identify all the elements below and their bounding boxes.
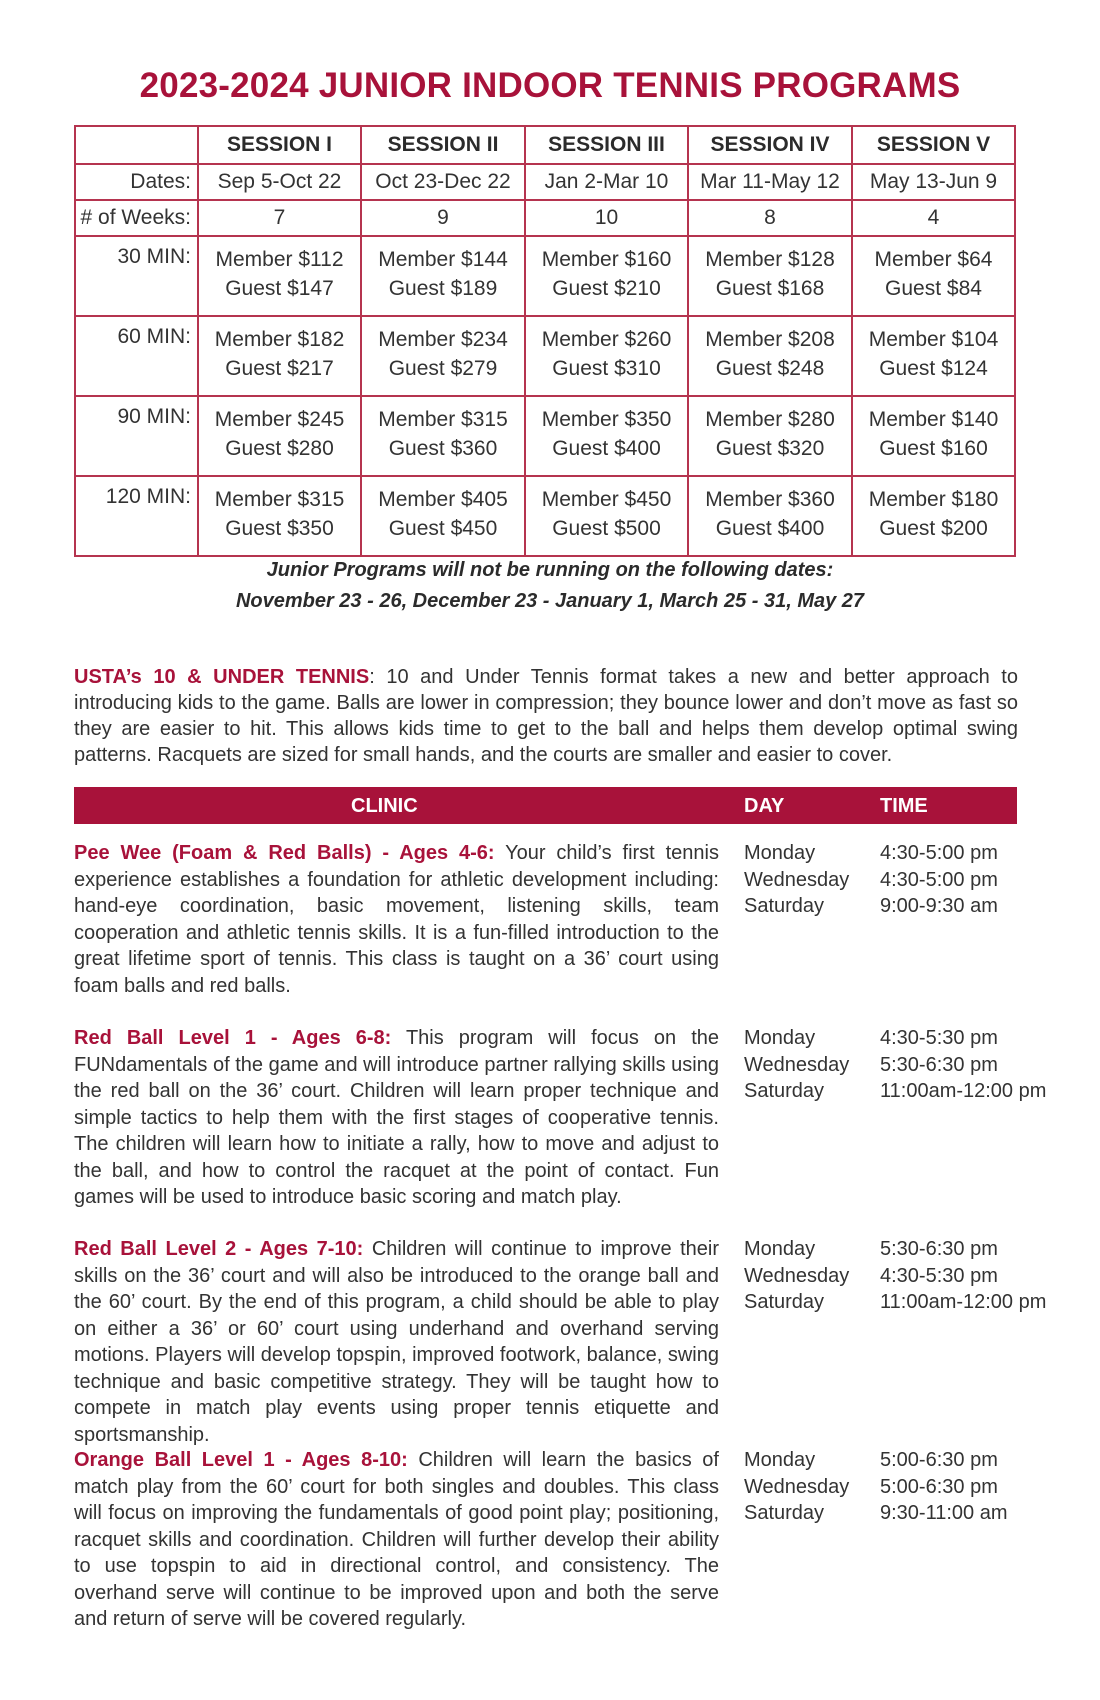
date-cell: Jan 2-Mar 10 — [525, 164, 688, 200]
clinic-days — [744, 1025, 849, 1105]
price-cell — [852, 236, 1015, 316]
price-cell — [361, 316, 525, 396]
closure-notice — [0, 555, 1100, 617]
sessions-table — [74, 125, 1016, 557]
member-price: Member $234 — [378, 328, 508, 351]
member-price: Member $360 — [705, 488, 835, 511]
member-price: Member $180 — [868, 488, 999, 511]
date-cell: Oct 23-Dec 22 — [361, 164, 525, 200]
clinic-time: 11:00am-12:00 pm — [880, 1080, 1047, 1102]
clinic-day: Monday — [744, 842, 816, 864]
guest-price: Guest $280 — [225, 437, 334, 460]
session-header: SESSION III — [525, 126, 688, 164]
clinic-times — [880, 840, 998, 920]
guest-price: Guest $189 — [388, 277, 498, 300]
guest-price: Guest $500 — [552, 517, 661, 540]
weeks-cell: 7 — [198, 200, 361, 236]
guest-price: Guest $400 — [715, 517, 825, 540]
clinic-day: Wednesday — [744, 1053, 850, 1076]
date-cell: Mar 11-May 12 — [688, 164, 852, 200]
clinic-day: Saturday — [744, 1502, 825, 1524]
clinic-days — [744, 1236, 849, 1316]
price-cell — [688, 316, 852, 396]
member-price: Member $128 — [705, 248, 835, 271]
price-cell — [525, 476, 688, 556]
member-price: Member $280 — [705, 408, 835, 431]
table-corner-cell — [75, 126, 198, 164]
price-cell — [852, 316, 1015, 396]
clinic-day: Wednesday — [744, 1264, 850, 1287]
clinic-day: Wednesday — [744, 868, 850, 891]
member-price: Member $350 — [541, 408, 672, 431]
clinic-description — [74, 840, 719, 999]
clinic-time: 4:30-5:00 pm — [880, 868, 998, 891]
clinic-days — [744, 840, 849, 920]
guest-price: Guest $160 — [879, 437, 988, 460]
clinic-table-header — [74, 787, 1017, 824]
member-price: Member $160 — [541, 248, 672, 271]
clinic-days — [744, 1447, 849, 1527]
guest-price: Guest $248 — [715, 357, 825, 380]
clinic-time: 5:00-6:30 pm — [880, 1449, 998, 1471]
clinic-description — [74, 1025, 719, 1211]
page-title: 2023-2024 JUNIOR INDOOR TENNIS PROGRAMS — [139, 66, 961, 105]
row-label: # of Weeks: — [75, 200, 198, 236]
session-header: SESSION V — [852, 126, 1015, 164]
member-price: Member $315 — [214, 488, 345, 511]
date-cell: May 13-Jun 9 — [852, 164, 1015, 200]
row-label: 60 MIN: — [75, 316, 198, 396]
price-cell — [361, 236, 525, 316]
price-cell — [852, 476, 1015, 556]
clinic-day: Saturday — [744, 1080, 825, 1102]
session-header: SESSION II — [361, 126, 525, 164]
table-header-row — [75, 126, 1015, 164]
member-price: Member $260 — [541, 328, 672, 351]
weeks-cell: 10 — [525, 200, 688, 236]
row-label: Dates: — [75, 164, 198, 200]
clinic-time: 4:30-5:30 pm — [880, 1027, 998, 1049]
weeks-cell: 4 — [852, 200, 1015, 236]
price-cell — [688, 476, 852, 556]
price-cell — [525, 396, 688, 476]
dates-row — [75, 164, 1015, 200]
price-cell — [361, 476, 525, 556]
guest-price: Guest $310 — [552, 357, 661, 380]
price-cell — [198, 316, 361, 396]
price-cell — [688, 236, 852, 316]
clinic-name: Pee Wee (Foam & Red Balls) - Ages 4-6: — [74, 842, 495, 864]
member-price: Member $450 — [541, 488, 672, 511]
member-price: Member $208 — [705, 328, 835, 351]
notice-line-2: November 23 - 26, December 23 - January 1, March 25 - 31, May 27 — [235, 590, 865, 612]
member-price: Member $140 — [868, 408, 999, 431]
weeks-row — [75, 200, 1015, 236]
guest-price: Guest $200 — [879, 517, 988, 540]
guest-price: Guest $84 — [885, 277, 982, 300]
member-price: Member $64 — [874, 248, 993, 271]
guest-price: Guest $400 — [552, 437, 661, 460]
row-label: 90 MIN: — [75, 396, 198, 476]
member-price: Member $112 — [215, 248, 344, 271]
member-price: Member $245 — [214, 408, 345, 431]
clinic-day: Monday — [744, 1027, 816, 1049]
clinic-time: 4:30-5:30 pm — [880, 1264, 998, 1287]
guest-price: Guest $124 — [879, 357, 988, 380]
clinic-name: Orange Ball Level 1 - Ages 8-10: — [74, 1449, 408, 1471]
clinic-day: Saturday — [744, 895, 825, 917]
clinic-time: 4:30-5:00 pm — [880, 842, 998, 864]
weeks-cell: 9 — [361, 200, 525, 236]
day-column-header: DAY — [744, 795, 785, 817]
clinic-time: 5:00-6:30 pm — [880, 1475, 998, 1498]
weeks-cell: 8 — [688, 200, 852, 236]
guest-price: Guest $147 — [225, 277, 334, 300]
clinic-name: Red Ball Level 2 - Ages 7-10: — [74, 1238, 364, 1260]
clinic-name: Red Ball Level 1 - Ages 6-8: — [74, 1027, 392, 1049]
price-cell — [688, 396, 852, 476]
clinic-text: Children will continue to improve their skills on the 36’ court and will also be introduced to the orange ball and the 60’ court. By the end of this program, a child should be able to play on either a 36’ or 60’ court using underhand and overhand serving motions. Players will develop topspin, improved footwork, balance, swing technique and basic competitive strategy. They will be taught how to compete in match play events using proper tennis etiquette and sportsmanship. — [74, 1238, 719, 1446]
clinic-times — [880, 1025, 1046, 1105]
guest-price: Guest $360 — [388, 437, 498, 460]
clinic-text: Children will learn the basics of match play from the 60’ court for both singles and doubles. This class will focus on improving the fundamentals of good point play; positioning, racquet skills and coordination. Children will further develop their ability to use topspin to aid in directional control, and consistency. The overhand serve will continue to be improved upon and both the serve and return of serve will be covered regularly. — [74, 1449, 719, 1630]
member-price: Member $104 — [868, 328, 999, 351]
price-cell — [361, 396, 525, 476]
clinic-times — [880, 1447, 1008, 1527]
date-cell: Sep 5-Oct 22 — [198, 164, 361, 200]
clinic-time: 5:30-6:30 pm — [880, 1053, 998, 1076]
session-header: SESSION IV — [688, 126, 852, 164]
clinic-time: 9:30-11:00 am — [880, 1502, 1008, 1524]
clinic-time: 5:30-6:30 pm — [880, 1238, 998, 1260]
member-price: Member $144 — [378, 248, 508, 271]
usta-label: USTA’s 10 & UNDER TENNIS — [74, 666, 370, 688]
clinic-day: Wednesday — [744, 1475, 850, 1498]
clinic-text: This program will focus on the FUNdamentals of the game and will introduce partner rallying skills using the red ball on the 36’ court. Children will learn proper technique and simple tactics to help them with the first stages of cooperative tennis. The children will learn how to initiate a rally, how to move and adjust to the ball, and how to control the racquet at the point of contact. Fun games will be used to introduce basic scoring and match play. — [74, 1027, 719, 1208]
member-price: Member $315 — [378, 408, 508, 431]
guest-price: Guest $320 — [715, 437, 825, 460]
price-cell — [525, 236, 688, 316]
guest-price: Guest $168 — [715, 277, 825, 300]
guest-price: Guest $217 — [225, 357, 334, 380]
guest-price: Guest $210 — [552, 277, 661, 300]
usta-text: : 10 and Under Tennis format takes a new and better approach to introducing kids to the game. Balls are lower in compression; they bounce lower and don’t move as fast so they are easier to hit. This allows kids time to get to the ball and helps them develop optimal swing patterns. Racquets are sized for small hands, and the courts are smaller and easier to cover. — [74, 666, 1018, 766]
member-price: Member $182 — [214, 328, 345, 351]
price-cell — [852, 396, 1015, 476]
row-label: 120 MIN: — [75, 476, 198, 556]
price-row — [75, 396, 1015, 476]
clinic-text: Your child’s first tennis experience establishes a foundation for athletic development including: hand-eye coordination, basic movement, listening skills, team cooperation and athletic tennis skills. It is a fun-filled introduction to the great lifetime sport of tennis. This class is taught on a 36’ court using foam balls and red balls. — [74, 842, 719, 997]
price-row — [75, 236, 1015, 316]
price-cell — [198, 396, 361, 476]
clinic-day: Saturday — [744, 1291, 825, 1313]
clinic-description — [74, 1236, 719, 1448]
guest-price: Guest $279 — [388, 357, 498, 380]
member-price: Member $405 — [378, 488, 508, 511]
clinic-time: 11:00am-12:00 pm — [880, 1291, 1047, 1313]
price-cell — [525, 316, 688, 396]
price-row — [75, 476, 1015, 556]
price-cell — [198, 236, 361, 316]
clinic-day: Monday — [744, 1238, 816, 1260]
clinic-time: 9:00-9:30 am — [880, 895, 998, 917]
clinic-day: Monday — [744, 1449, 816, 1471]
row-label: 30 MIN: — [75, 236, 198, 316]
price-cell — [198, 476, 361, 556]
usta-paragraph — [74, 664, 1018, 768]
clinic-times — [880, 1236, 1046, 1316]
session-header: SESSION I — [198, 126, 361, 164]
clinic-description — [74, 1447, 719, 1633]
guest-price: Guest $450 — [388, 517, 498, 540]
clinic-column-header: CLINIC — [351, 795, 418, 817]
notice-line-1: Junior Programs will not be running on the following dates: — [266, 559, 834, 581]
guest-price: Guest $350 — [225, 517, 334, 540]
price-row — [75, 316, 1015, 396]
time-column-header: TIME — [880, 795, 928, 817]
